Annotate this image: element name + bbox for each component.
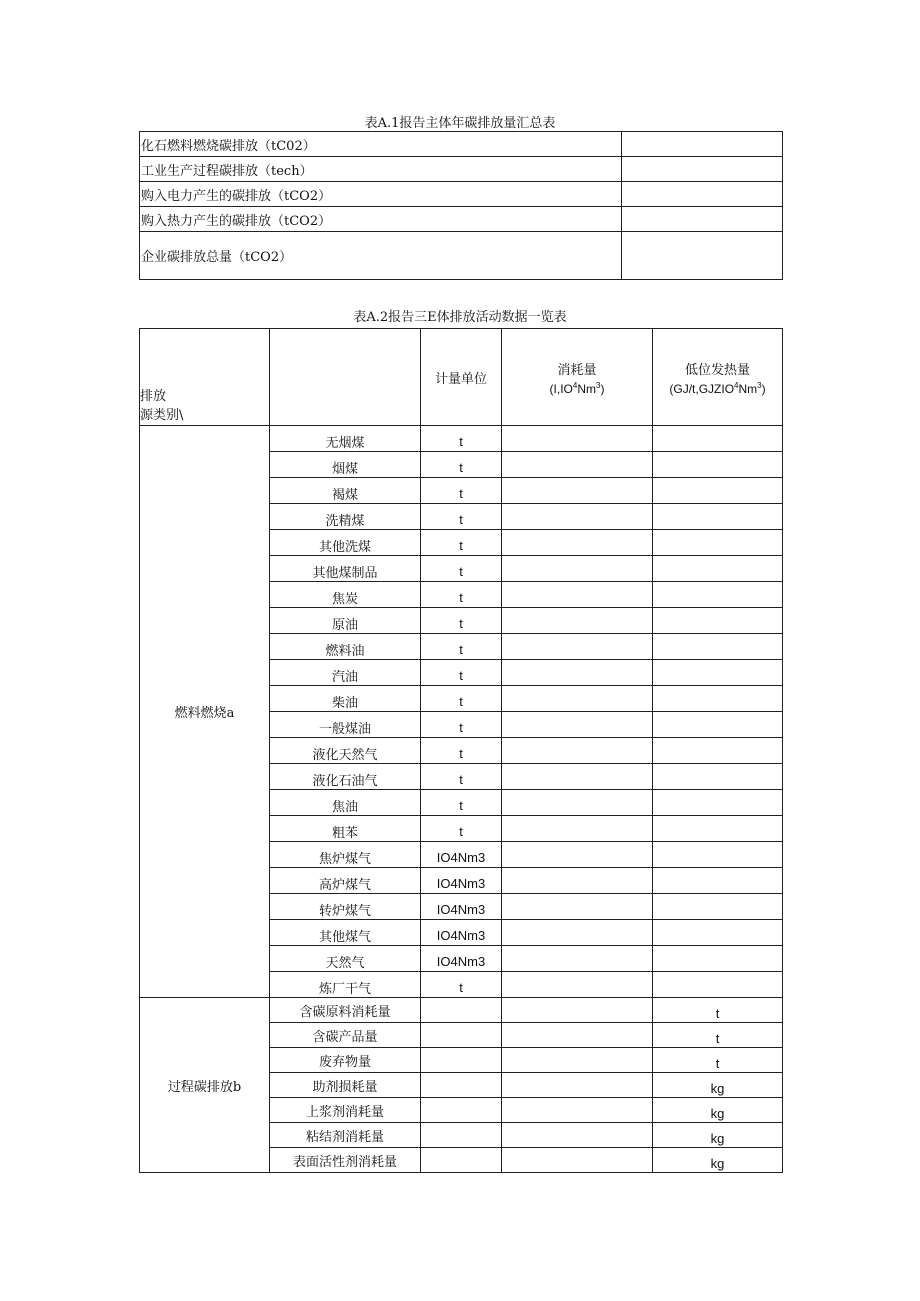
activity-data-table [139, 328, 783, 1173]
table-row [140, 426, 783, 452]
unit-cell: t [421, 452, 502, 478]
heat-cell [653, 738, 783, 764]
item-name: 其他煤制品 [270, 556, 421, 582]
unit-cell [421, 1048, 502, 1073]
unit-cell: IO4Nm3 [421, 920, 502, 946]
consumption-cell [502, 998, 653, 1023]
item-name: 无烟煤 [270, 426, 421, 452]
item-name: 焦炭 [270, 582, 421, 608]
consumption-cell [502, 1023, 653, 1048]
unit-cell: t [421, 660, 502, 686]
item-name: 褐煤 [270, 478, 421, 504]
item-name: 废弃物量 [270, 1048, 421, 1073]
unit-cell: t [421, 478, 502, 504]
heat-cell [653, 634, 783, 660]
consumption-unit-b: Nm [577, 381, 596, 396]
unit-cell [421, 1148, 502, 1173]
table2-caption: 表A.2报告三E体排放活动数据一览表 [353, 310, 567, 325]
value-cell [622, 157, 783, 182]
heat-unit-cell: t [653, 1048, 783, 1073]
heat-cell [653, 790, 783, 816]
consumption-cell [502, 504, 653, 530]
consumption-cell [502, 764, 653, 790]
unit-cell: t [421, 764, 502, 790]
consumption-cell [502, 712, 653, 738]
item-name: 含碳产品量 [270, 1023, 421, 1048]
consumption-cell [502, 816, 653, 842]
value-cell [622, 207, 783, 232]
unit-cell: t [421, 504, 502, 530]
item-name: 焦炉煤气 [270, 842, 421, 868]
corner-header [140, 329, 270, 426]
heat-cell [653, 556, 783, 582]
exp-3: 3 [596, 380, 601, 390]
unit-cell: t [421, 712, 502, 738]
heat-cell [653, 894, 783, 920]
heat-cell [653, 686, 783, 712]
consumption-cell [502, 894, 653, 920]
table-row [140, 232, 783, 280]
item-name: 燃料油 [270, 634, 421, 660]
heat-unit-cell: kg [653, 1148, 783, 1173]
item-name: 含碳原料消耗量 [270, 998, 421, 1023]
heat-unit-cell: kg [653, 1073, 783, 1098]
table1-caption: 表A.1报告主体年碳排放量汇总表 [364, 116, 556, 131]
heat-unit-a: (GJ/t,GJZIO [669, 381, 735, 396]
group-b-label: 过程碳排放b [140, 998, 270, 1173]
consumption-cell [502, 946, 653, 972]
consumption-unit: $(I,IO^4Nm^3)$ [549, 380, 605, 396]
unit-cell: IO4Nm3 [421, 842, 502, 868]
consumption-cell [502, 868, 653, 894]
consumption-cell [502, 426, 653, 452]
unit-cell [421, 998, 502, 1023]
exp-4: 4 [734, 380, 739, 390]
unit-header: 计量单位 [421, 329, 502, 426]
consumption-cell [502, 452, 653, 478]
consumption-cell [502, 634, 653, 660]
item-name: 其他洗煤 [270, 530, 421, 556]
unit-cell: t [421, 686, 502, 712]
item-name: 表面活性剂消耗量 [270, 1148, 421, 1173]
heat-cell [653, 478, 783, 504]
consumption-cell [502, 660, 653, 686]
heat-cell [653, 608, 783, 634]
item-name: 液化石油气 [270, 764, 421, 790]
unit-cell: t [421, 530, 502, 556]
heat-unit-cell: t [653, 1023, 783, 1048]
unit-cell: t [421, 972, 502, 998]
consumption-cell [502, 1123, 653, 1148]
unit-cell: t [421, 426, 502, 452]
consumption-cell [502, 920, 653, 946]
consumption-cell [502, 556, 653, 582]
heat-unit-cell: kg [653, 1098, 783, 1123]
heat-unit-cell: t [653, 998, 783, 1023]
unit-cell: t [421, 634, 502, 660]
heat-cell [653, 530, 783, 556]
table-row [140, 207, 783, 232]
consumption-cell [502, 1148, 653, 1173]
exp-4: 4 [572, 380, 578, 390]
item-name: 原油 [270, 608, 421, 634]
consumption-cell [502, 972, 653, 998]
table-row [140, 157, 783, 182]
item-name: 炼厂干气 [270, 972, 421, 998]
item-name: 粗苯 [270, 816, 421, 842]
unit-cell [421, 1123, 502, 1148]
heat-cell [653, 816, 783, 842]
corner-bottom-label: 源类别\ [140, 408, 184, 423]
item-name: 转炉煤气 [270, 894, 421, 920]
row-label: 购入热力产生的碳排放（tCO2） [140, 207, 622, 232]
consumption-cell [502, 1048, 653, 1073]
header-row [140, 329, 783, 426]
unit-cell: IO4Nm3 [421, 946, 502, 972]
unit-cell [421, 1023, 502, 1048]
heat-cell [653, 582, 783, 608]
unit-cell: t [421, 790, 502, 816]
consumption-cell [502, 1098, 653, 1123]
heat-cell [653, 920, 783, 946]
item-name: 洗精煤 [270, 504, 421, 530]
unit-cell: IO4Nm3 [421, 868, 502, 894]
heat-cell [653, 660, 783, 686]
row-label: 化石燃料燃烧碳排放（tC02） [140, 132, 622, 157]
unit-cell: IO4Nm3 [421, 894, 502, 920]
consumption-cell [502, 686, 653, 712]
consumption-cell [502, 842, 653, 868]
consumption-cell [502, 738, 653, 764]
heat-cell [653, 946, 783, 972]
consumption-header [502, 329, 653, 426]
consumption-unit-a: (I,IO [549, 381, 573, 396]
row-label: 工业生产过程碳排放（tech） [140, 157, 622, 182]
heat-cell [653, 972, 783, 998]
item-name: 柴油 [270, 686, 421, 712]
item-name: 上浆剂消耗量 [270, 1098, 421, 1123]
unit-cell: t [421, 582, 502, 608]
unit-cell: t [421, 608, 502, 634]
heat-cell [653, 426, 783, 452]
heat-unit: (GJ/t,GJZIO$^4$Nm$^3$) [669, 380, 766, 396]
consumption-cell [502, 582, 653, 608]
heat-label: 低位发热量 [684, 362, 750, 378]
exp-3: 3 [757, 380, 762, 390]
heat-unit-b: Nm [738, 381, 758, 396]
table-row [140, 998, 783, 1023]
item-name: 粘结剂消耗量 [270, 1123, 421, 1148]
heat-cell [653, 868, 783, 894]
consumption-cell [502, 478, 653, 504]
unit-cell: t [421, 738, 502, 764]
item-name-header [270, 329, 421, 426]
table-row [140, 182, 783, 207]
item-name: 助剂损耗量 [270, 1073, 421, 1098]
item-name: 高炉煤气 [270, 868, 421, 894]
annual-emission-summary-table [139, 131, 783, 280]
item-name: 焦油 [270, 790, 421, 816]
unit-cell: t [421, 556, 502, 582]
table-row [140, 132, 783, 157]
heat-cell [653, 712, 783, 738]
row-label: 企业碳排放总量（tCO2） [140, 232, 622, 280]
item-name: 天然气 [270, 946, 421, 972]
unit-cell [421, 1073, 502, 1098]
value-cell [622, 182, 783, 207]
consumption-cell [502, 530, 653, 556]
heat-cell [653, 842, 783, 868]
heat-cell [653, 452, 783, 478]
item-name: 汽油 [270, 660, 421, 686]
corner-top-label: 排放 [140, 389, 167, 404]
unit-cell: t [421, 816, 502, 842]
consumption-label: 消耗量 [557, 362, 597, 378]
item-name: 烟煤 [270, 452, 421, 478]
heat-cell [653, 504, 783, 530]
consumption-cell [502, 608, 653, 634]
consumption-cell [502, 790, 653, 816]
value-cell [622, 132, 783, 157]
item-name: 其他煤气 [270, 920, 421, 946]
value-cell [622, 232, 783, 280]
item-name: 液化天然气 [270, 738, 421, 764]
consumption-cell [502, 1073, 653, 1098]
item-name: 一般煤油 [270, 712, 421, 738]
heat-header [653, 329, 783, 426]
heat-cell [653, 764, 783, 790]
row-label: 购入电力产生的碳排放（tCO2） [140, 182, 622, 207]
heat-unit-cell: kg [653, 1123, 783, 1148]
unit-cell [421, 1098, 502, 1123]
group-a-label: 燃料燃烧a [140, 426, 270, 998]
